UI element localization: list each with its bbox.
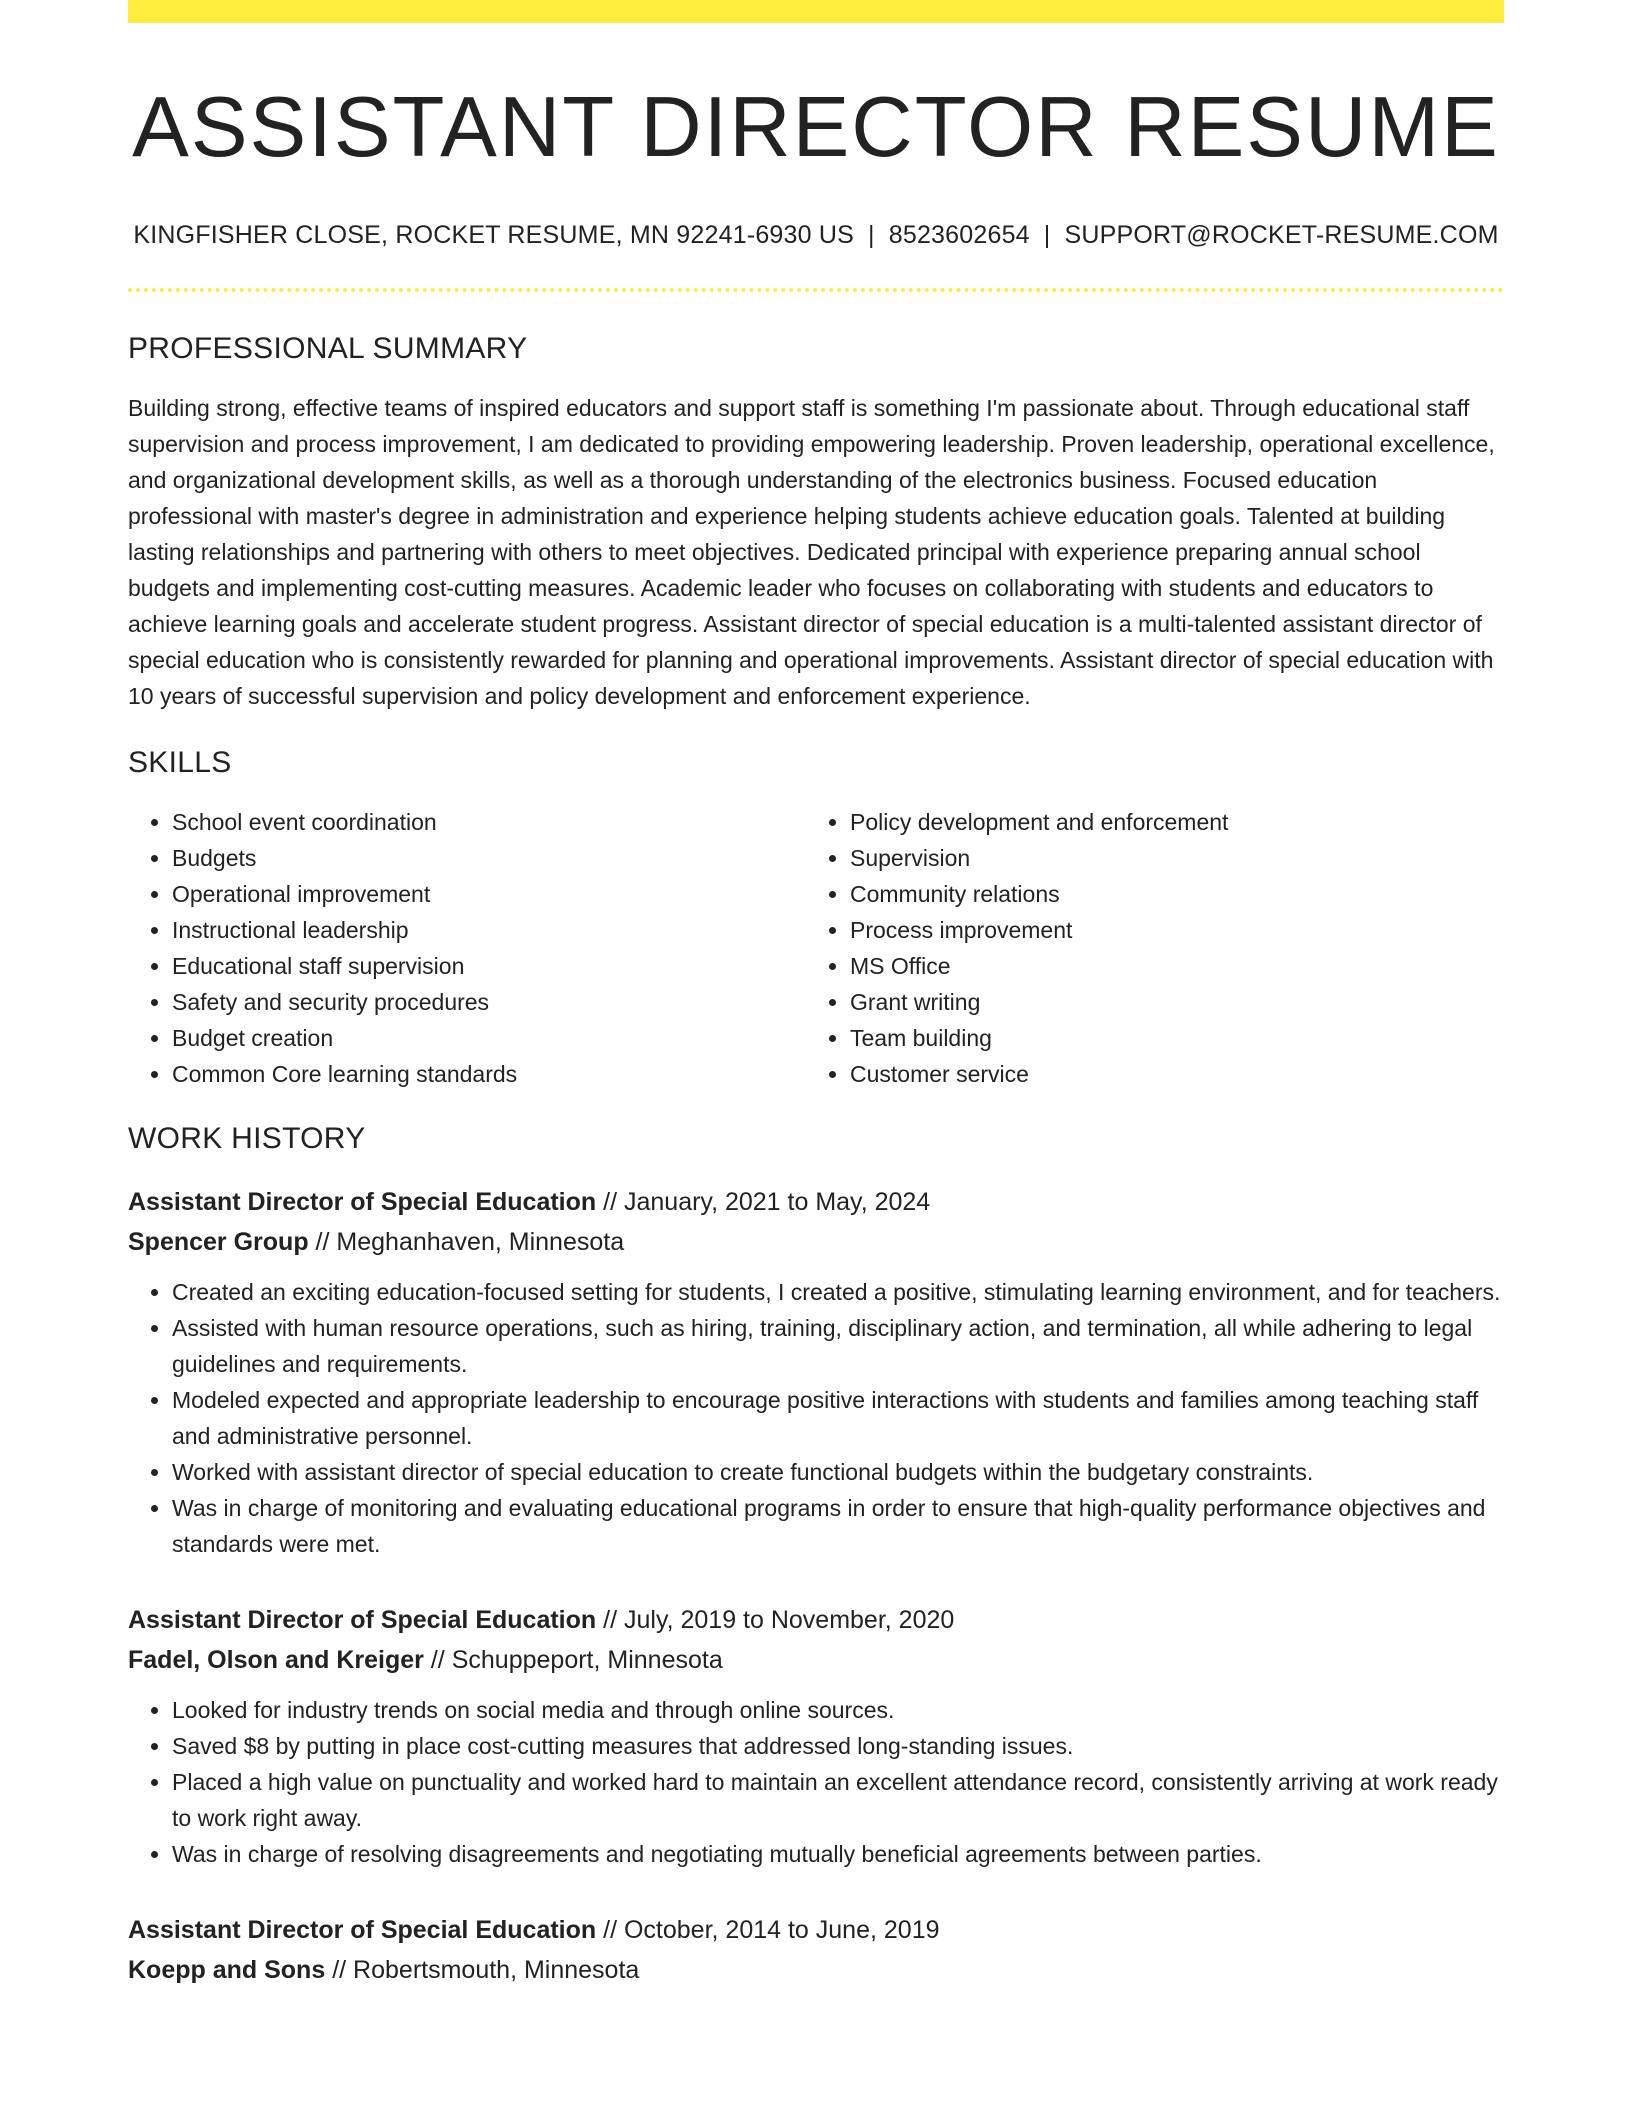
skill-item: • Instructional leadership xyxy=(172,912,806,948)
job-entry xyxy=(128,1910,1504,1990)
job-bullet: • Created an exciting education-focused setting for students, I created a positive, stimulating learning environment, and for teachers. xyxy=(172,1274,1504,1310)
contact-separator: | xyxy=(868,220,875,249)
contact-phone: 8523602654 xyxy=(888,220,1030,249)
job-title-line xyxy=(128,1600,1504,1640)
skill-item: • Operational improvement xyxy=(172,876,806,912)
job-location: Schuppeport, Minnesota xyxy=(451,1645,723,1674)
summary-text: Building strong, effective teams of inspired educators and support staff is something I'm passionate about. Through educational staff supervision and process improvement, I am dedicated to providing empowering leadership. Proven leadership, operational excellence, and organizational development skills, as well as a thorough understanding of the electronics business. Focused education professional with master's degree in administration and experience helping students achieve education goals. Talented at building lasting relationships and partnering with others to meet objectives. Dedicated principal with experience preparing annual school budgets and implementing cost-cutting measures. Academic leader who focuses on collaborating with students and educators to achieve learning goals and accelerate student progress. Assistant director of special education is a multi-talented assistant director of special education who is consistently rewarded for planning and operational improvements. Assistant director of special education with 10 years of successful supervision and policy development and enforcement experience. xyxy=(128,394,1495,709)
job-bullet: • Modeled expected and appropriate leadership to encourage positive interactions with students and families among teaching staff and administrative personnel. xyxy=(172,1382,1504,1454)
job-bullet: • Worked with assistant director of special education to create functional budgets within the budgetary constraints. xyxy=(172,1454,1504,1490)
job-company-line xyxy=(128,1640,1504,1680)
skills-list-left xyxy=(128,804,806,1092)
skill-item: • School event coordination xyxy=(172,804,806,840)
skill-item: • Safety and security procedures xyxy=(172,984,806,1020)
job-divider: // xyxy=(603,1915,618,1944)
job-title: Assistant Director of Special Education xyxy=(128,1915,597,1944)
summary-heading: PROFESSIONAL SUMMARY xyxy=(128,331,528,365)
job-divider: // xyxy=(315,1227,330,1256)
job-company: Spencer Group xyxy=(128,1227,309,1256)
job-dates: October, 2014 to June, 2019 xyxy=(623,1915,940,1944)
skill-item: • Community relations xyxy=(850,876,1484,912)
skill-item: • Supervision xyxy=(850,840,1484,876)
contact-line xyxy=(128,221,1504,250)
skill-item: • Grant writing xyxy=(850,984,1484,1020)
skill-item: • Budgets xyxy=(172,840,806,876)
job-company: Koepp and Sons xyxy=(128,1955,326,1984)
job-divider: // xyxy=(332,1955,347,1984)
job-entry xyxy=(128,1600,1504,1872)
work-history-heading: WORK HISTORY xyxy=(128,1121,366,1155)
skill-item: • Common Core learning standards xyxy=(172,1056,806,1092)
job-company-line xyxy=(128,1950,1504,1990)
job-dates: January, 2021 to May, 2024 xyxy=(623,1187,931,1216)
accent-top-bar xyxy=(128,0,1504,23)
skill-item: • Customer service xyxy=(850,1056,1484,1092)
job-bullets xyxy=(128,1692,1504,1872)
contact-separator: | xyxy=(1043,220,1051,249)
job-title-line xyxy=(128,1910,1504,1950)
page-title: ASSISTANT DIRECTOR RESUME xyxy=(132,80,1500,175)
job-dates: July, 2019 to November, 2020 xyxy=(623,1605,955,1634)
skills-columns xyxy=(128,804,1504,1092)
skill-item: • MS Office xyxy=(850,948,1484,984)
skill-item: • Policy development and enforcement xyxy=(850,804,1484,840)
job-divider: // xyxy=(603,1187,618,1216)
skill-item: • Educational staff supervision xyxy=(172,948,806,984)
contact-email: SUPPORT@ROCKET-RESUME.COM xyxy=(1064,220,1499,249)
job-bullet: • Was in charge of resolving disagreements and negotiating mutually beneficial agreements between parties. xyxy=(172,1836,1504,1872)
job-entry xyxy=(128,1182,1504,1562)
job-bullets xyxy=(128,1274,1504,1562)
skills-list-right xyxy=(806,804,1484,1092)
job-bullet: • Saved $8 by putting in place cost-cutting measures that addressed long-standing issues. xyxy=(172,1728,1504,1764)
job-company-line xyxy=(128,1222,1504,1262)
job-bullet: • Placed a high value on punctuality and worked hard to maintain an excellent attendance record, consistently arriving at work ready to work right away. xyxy=(172,1764,1504,1836)
skill-item: • Budget creation xyxy=(172,1020,806,1056)
job-company: Fadel, Olson and Kreiger xyxy=(128,1645,424,1674)
skills-heading: SKILLS xyxy=(128,745,232,779)
skill-item: • Team building xyxy=(850,1020,1484,1056)
skill-item: • Process improvement xyxy=(850,912,1484,948)
job-location: Meghanhaven, Minnesota xyxy=(336,1227,625,1256)
job-bullet: • Was in charge of monitoring and evaluating educational programs in order to ensure that high-quality performance objectives and standards were met. xyxy=(172,1490,1504,1562)
job-divider: // xyxy=(603,1605,618,1634)
job-bullet: • Looked for industry trends on social media and through online sources. xyxy=(172,1692,1504,1728)
dotted-divider xyxy=(128,288,1504,292)
job-location: Robertsmouth, Minnesota xyxy=(353,1955,640,1984)
job-divider: // xyxy=(430,1645,445,1674)
job-title: Assistant Director of Special Education xyxy=(128,1187,597,1216)
resume-page xyxy=(128,0,1504,1990)
job-bullet: • Assisted with human resource operations, such as hiring, training, disciplinary action, and termination, all while adhering to legal guidelines and requirements. xyxy=(172,1310,1504,1382)
job-title: Assistant Director of Special Education xyxy=(128,1605,597,1634)
job-title-line xyxy=(128,1182,1504,1222)
contact-address: KINGFISHER CLOSE, ROCKET RESUME, MN 92241-6930 US xyxy=(133,220,855,249)
